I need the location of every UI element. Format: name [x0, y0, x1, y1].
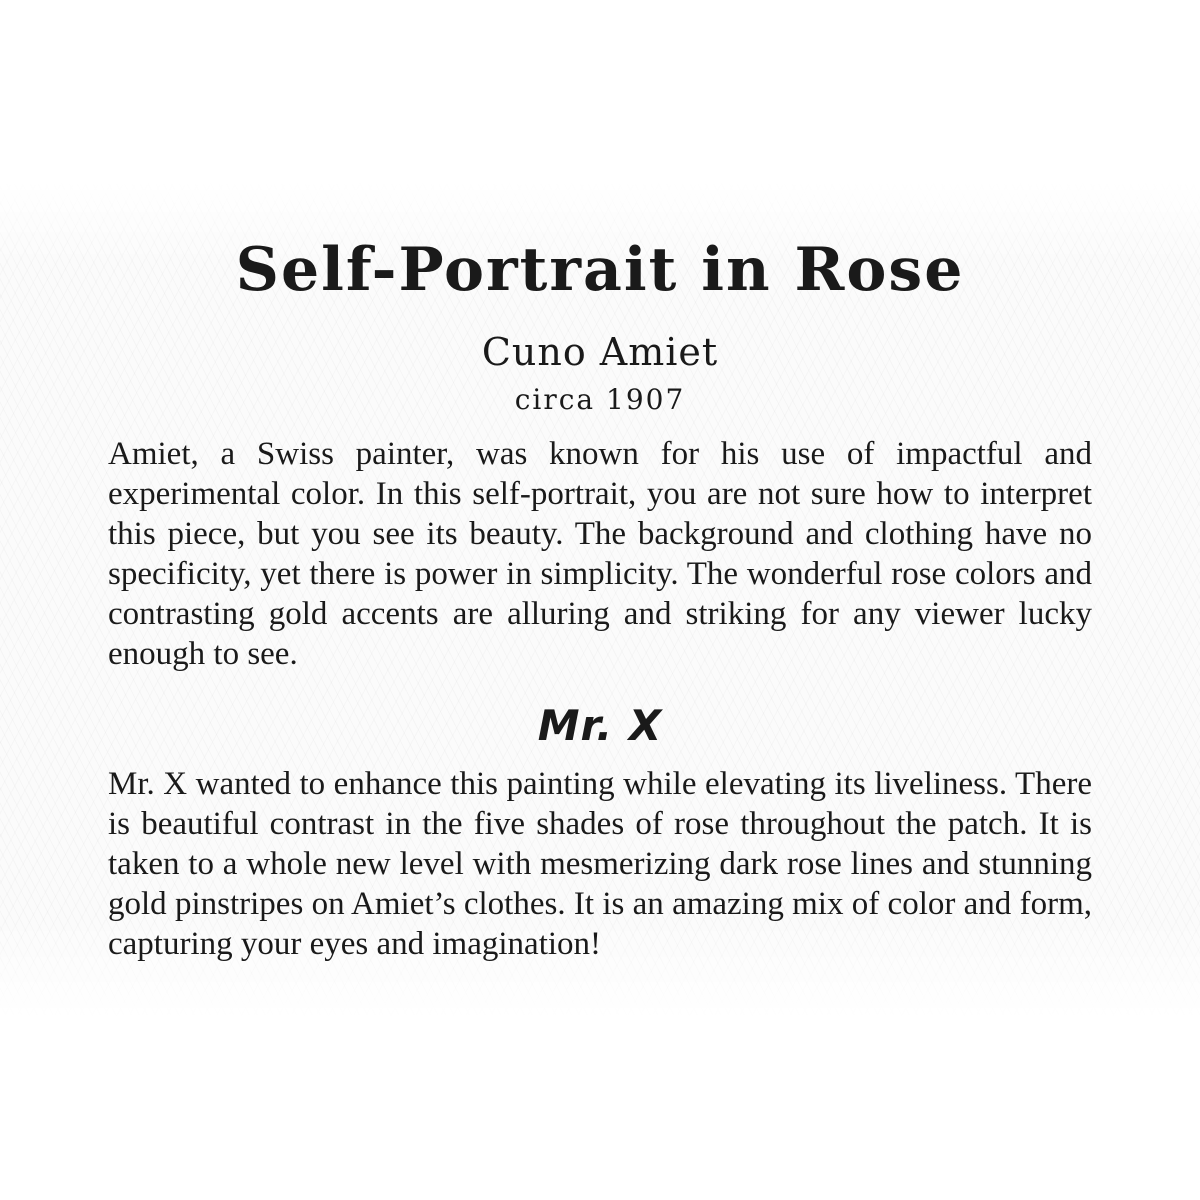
artwork-title: Self-Portrait in Rose: [235, 235, 965, 305]
enhancement-heading: Mr. X: [537, 701, 663, 750]
artist-name: Cuno Amiet: [481, 330, 719, 374]
enhancement-description: Mr. X wanted to enhance this painting while elevating its liveliness. There is beautiful contrast in the five shades of rose throughout the patch. It is taken to a whole new level with mesmerizing dark rose lines and stunning gold pinstripes on Amiet’s clothes. It is an amazing mix of color and form, capturing your eyes and imagination!: [108, 766, 1092, 962]
artwork-date: circa 1907: [514, 383, 686, 416]
artwork-description: Amiet, a Swiss painter, was known for his use of impactful and experimental color. In this self-portrait, you are not sure how to interpret this piece, but you see its beauty. The background and clothing have no specificity, yet there is power in simplicity. The wonderful rose colors and contrasting gold accents are alluring and striking for any viewer lucky enough to see.: [108, 436, 1092, 672]
